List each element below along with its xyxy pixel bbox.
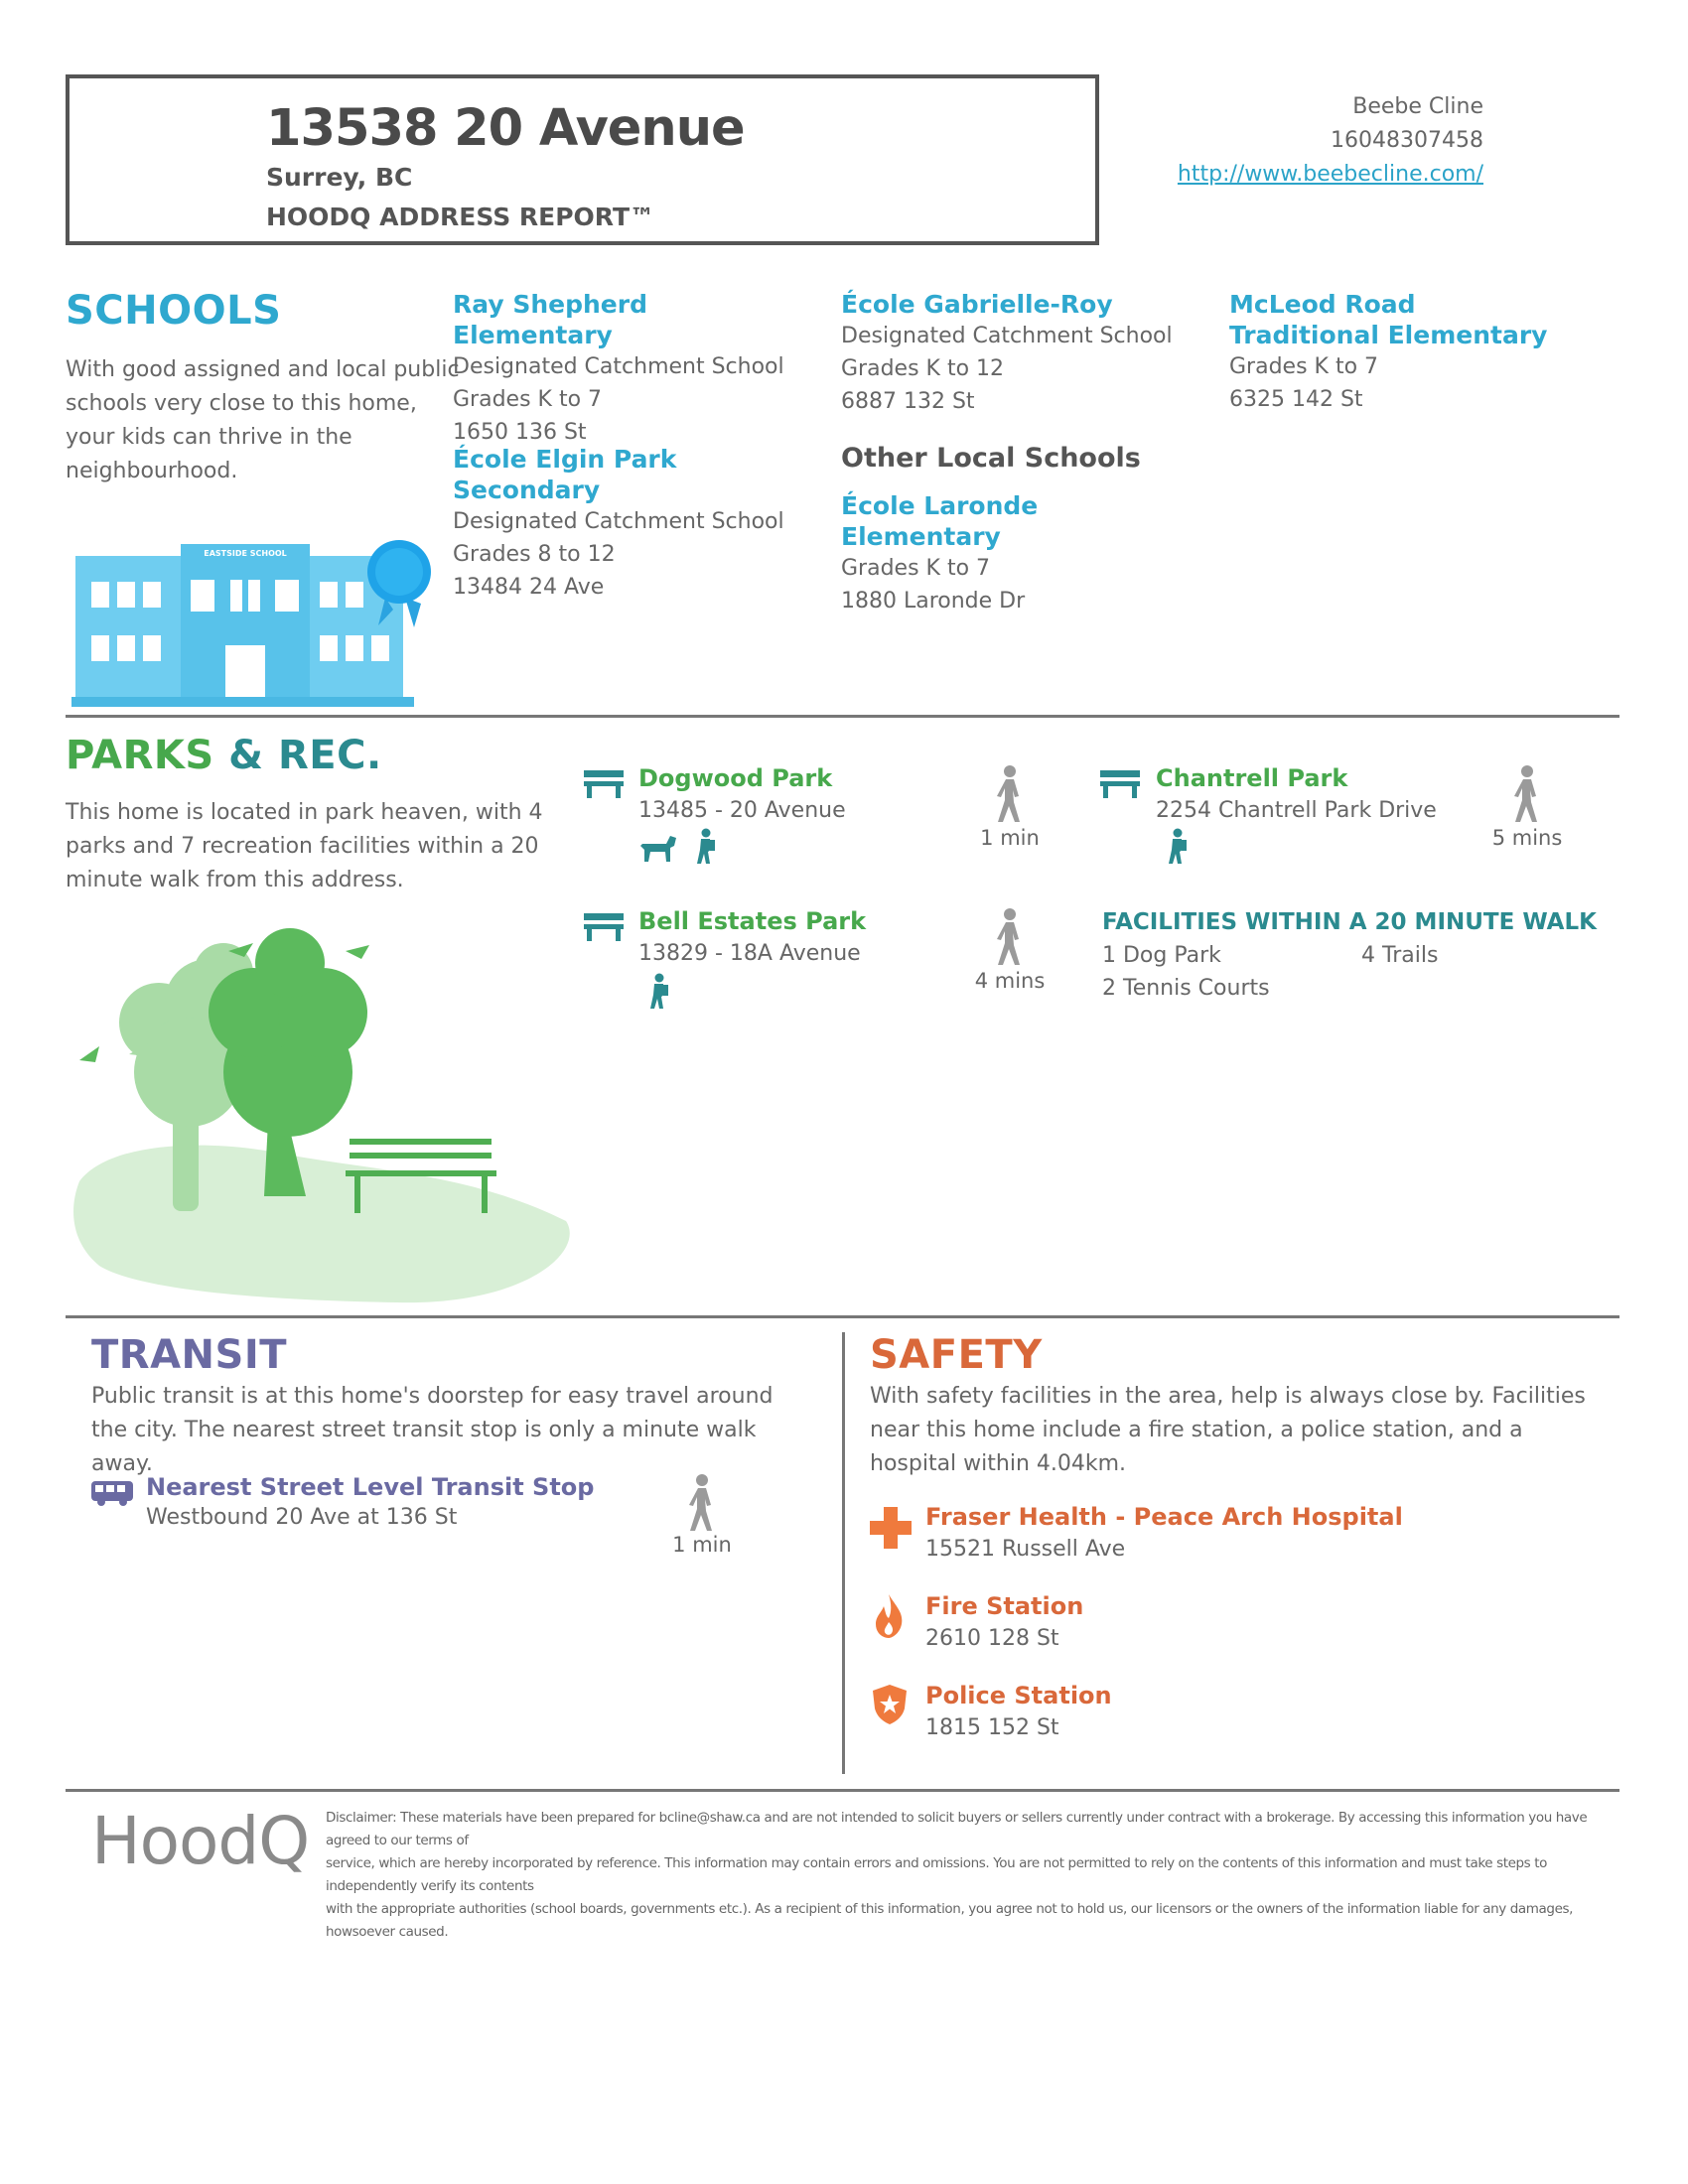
safety-intro: With safety facilities in the area, help is always close by. Facilities near this home include a fire station, a police station, and a hospital within 4.04km. (870, 1384, 1586, 1476)
walking-person-icon (684, 1473, 720, 1533)
walking-person-icon (992, 764, 1028, 824)
school-building-illustration (71, 528, 439, 709)
disclaimer-line: with the appropriate authorities (school boards, governments etc.). As a recipient of this information, you agree not to hold us, our licensors or the owners of the information liable for any damages, howsoever caused. (326, 1901, 1574, 1940)
transit-stop-label[interactable]: Nearest Street Level Transit Stop (146, 1473, 595, 1501)
transit-heading: TRANSIT (91, 1332, 287, 1378)
school-name-link[interactable]: École Laronde Elementary (841, 491, 1039, 551)
school-name-link[interactable]: Ray Shepherd Elementary (453, 290, 647, 349)
parks-heading (66, 733, 382, 778)
report-title: HOODQ ADDRESS REPORT™ (266, 203, 654, 231)
school-address: 6325 142 St (1229, 387, 1363, 412)
park-name-link[interactable]: Chantrell Park (1156, 764, 1348, 792)
school-type: Designated Catchment School (453, 509, 784, 534)
police-badge-icon (873, 1685, 907, 1724)
walk-time: 5 mins (1491, 826, 1563, 850)
school-type: Designated Catchment School (453, 354, 784, 379)
school-grades: Grades K to 7 (1229, 354, 1379, 379)
school-address: 1880 Laronde Dr (841, 589, 1026, 614)
schools-intro: With good assigned and local public schools very close to this home, your kids can thrive in the neighbourhood. (66, 357, 460, 483)
facility-item: 4 Trails (1361, 943, 1439, 968)
hoodq-logo: HoodQ (91, 1803, 310, 1879)
transit-intro: Public transit is at this home's doorstep for easy travel around the city. The nearest street transit stop is only a minute walk away. (91, 1384, 774, 1476)
school-grades: Grades K to 12 (841, 356, 1005, 381)
section-divider (66, 1315, 1619, 1318)
column-divider (842, 1332, 845, 1774)
school-address: 13484 24 Ave (453, 575, 605, 600)
school-card-ray-shepherd (453, 289, 810, 449)
bus-icon (91, 1481, 133, 1507)
safety-facility-address: 1815 152 St (925, 1715, 1059, 1740)
school-type: Designated Catchment School (841, 324, 1173, 348)
safety-facility-link[interactable]: Police Station (925, 1682, 1112, 1709)
school-name-link[interactable]: École Gabrielle-Roy (841, 290, 1113, 319)
school-card-laronde (841, 490, 1198, 617)
school-card-elgin-park (453, 444, 820, 604)
bench-icon (1100, 768, 1140, 798)
parks-heading-b: & REC. (228, 733, 382, 778)
other-schools-heading: Other Local Schools (841, 443, 1141, 474)
park-address: 2254 Chantrell Park Drive (1156, 798, 1437, 823)
school-card-mcleod-road (1229, 289, 1567, 416)
flame-icon (874, 1594, 904, 1638)
school-name-link[interactable]: École Elgin Park Secondary (453, 445, 677, 504)
facility-item: 1 Dog Park (1102, 943, 1221, 968)
park-name-link[interactable]: Bell Estates Park (638, 907, 867, 935)
park-name-link[interactable]: Dogwood Park (638, 764, 833, 792)
schools-heading: SCHOOLS (66, 288, 282, 334)
agent-website-link[interactable]: http://www.beebecline.com/ (1177, 162, 1483, 187)
hiker-icon (692, 828, 718, 866)
safety-facility-link[interactable]: Fraser Health - Peace Arch Hospital (925, 1503, 1403, 1531)
walk-time: 1 min (672, 1533, 732, 1557)
walk-time: 1 min (980, 826, 1040, 850)
bench-icon (584, 911, 624, 941)
agent-phone: 16048307458 (1331, 128, 1483, 153)
facility-item: 2 Tennis Courts (1102, 976, 1270, 1001)
section-divider (66, 715, 1619, 718)
agent-name: Beebe Cline (1352, 94, 1483, 119)
park-illustration (70, 923, 586, 1305)
school-address: 6887 132 St (841, 389, 975, 414)
school-card-gabrielle-roy (841, 289, 1198, 418)
disclaimer-line: service, which are hereby incorporated by reference. This information may contain errors and omissions. You are not permitted to rely on the contents of this information and must take steps to independently verify its contents (326, 1855, 1547, 1894)
dog-icon (638, 832, 678, 864)
disclaimer (326, 1807, 1617, 1944)
school-address: 1650 136 St (453, 420, 587, 445)
hospital-cross-icon (870, 1507, 912, 1549)
walking-person-icon (1509, 764, 1545, 824)
facilities-heading: FACILITIES WITHIN A 20 MINUTE WALK (1102, 909, 1597, 935)
page-title: 13538 20 Avenue (266, 99, 745, 158)
disclaimer-line: Disclaimer: These materials have been prepared for bcline@shaw.ca and are not intended to solicit buyers or sellers currently under contract with a brokerage. By accessing this information you have agreed to our terms of (326, 1810, 1588, 1848)
bench-icon (584, 768, 624, 798)
transit-stop-address: Westbound 20 Ave at 136 St (146, 1505, 458, 1530)
school-sign-text: EASTSIDE SCHOOL (204, 549, 287, 558)
hiker-icon (645, 973, 671, 1011)
school-grades: Grades K to 7 (453, 387, 603, 412)
walk-time: 4 mins (974, 969, 1046, 993)
city-label: Surrey, BC (266, 163, 413, 192)
safety-facility-link[interactable]: Fire Station (925, 1592, 1084, 1620)
park-address: 13485 - 20 Avenue (638, 798, 846, 823)
safety-heading: SAFETY (870, 1332, 1043, 1378)
hiker-icon (1164, 828, 1190, 866)
footer-divider (66, 1789, 1619, 1792)
walking-person-icon (992, 907, 1028, 967)
school-grades: Grades K to 7 (841, 556, 991, 581)
parks-intro: This home is located in park heaven, with 4 parks and 7 recreation facilities within a 20 minute walk from this address. (66, 800, 543, 892)
parks-heading-a: PARKS (66, 733, 214, 778)
school-name-link[interactable]: McLeod Road Traditional Elementary (1229, 290, 1548, 349)
school-grades: Grades 8 to 12 (453, 542, 616, 567)
park-address: 13829 - 18A Avenue (638, 941, 861, 966)
safety-facility-address: 15521 Russell Ave (925, 1537, 1126, 1562)
safety-facility-address: 2610 128 St (925, 1626, 1059, 1651)
